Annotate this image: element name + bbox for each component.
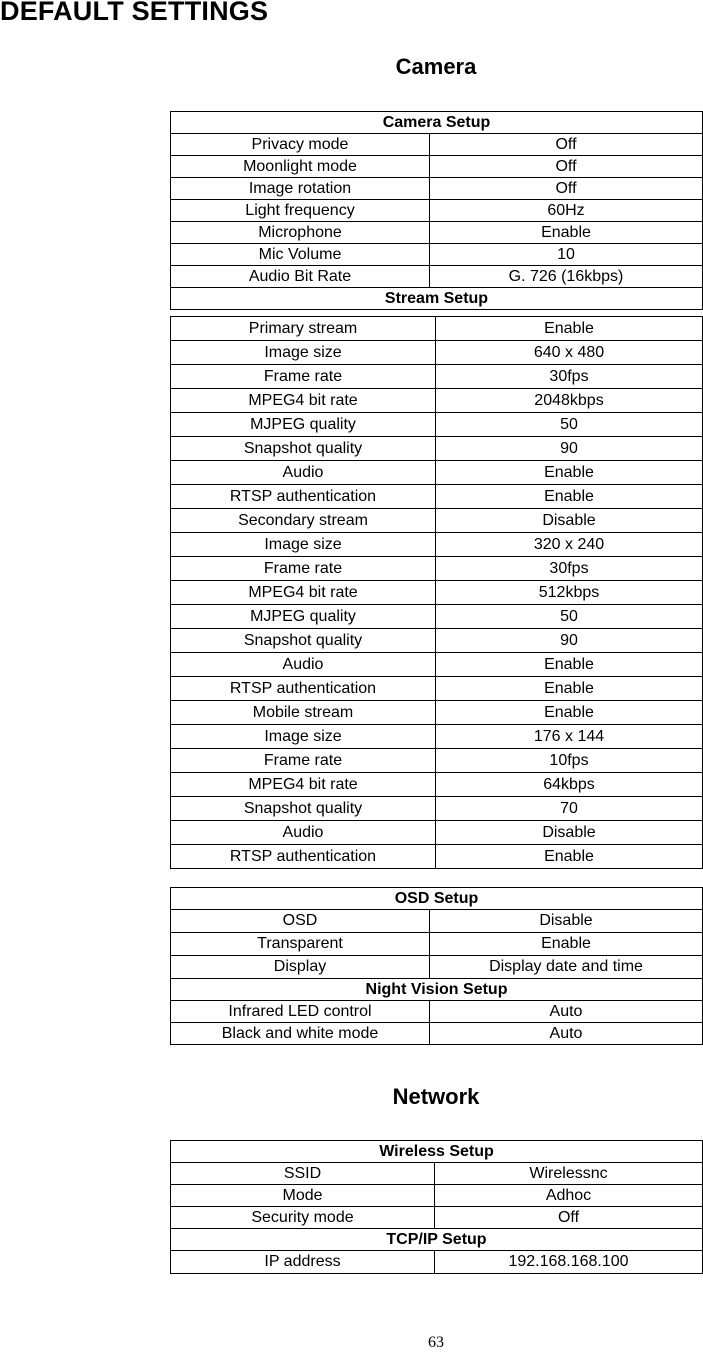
setting-label: Mic Volume (171, 244, 430, 266)
setting-value: Off (430, 134, 703, 156)
setting-value: 50 (436, 413, 703, 437)
setting-value: 90 (436, 629, 703, 653)
setting-value: Enable (436, 677, 703, 701)
setting-value: Wirelessnc (435, 1163, 703, 1185)
setting-label: OSD (171, 910, 430, 933)
table-row (171, 156, 703, 178)
setting-value: Enable (436, 485, 703, 509)
setting-value: 30fps (436, 365, 703, 389)
table-row (171, 821, 703, 845)
table-row (171, 749, 703, 773)
osd-setup-header: OSD Setup (171, 888, 703, 910)
setting-value: Disable (430, 910, 703, 933)
setting-value: 64kbps (436, 773, 703, 797)
setting-label: MPEG4 bit rate (171, 773, 436, 797)
network-section-title: Network (392, 1084, 480, 1109)
setting-value: Enable (436, 845, 703, 869)
table-row (171, 1207, 703, 1229)
table-row (171, 389, 703, 413)
table-row (171, 797, 703, 821)
table-row (171, 461, 703, 485)
setting-value: Enable (430, 222, 703, 244)
table-row (171, 557, 703, 581)
osd-night-vision-table (170, 887, 703, 1045)
setting-value: 10 (430, 244, 703, 266)
setting-value: Auto (430, 1023, 703, 1045)
table-row (171, 1001, 703, 1023)
setting-label: RTSP authentication (171, 677, 436, 701)
table-row (171, 244, 703, 266)
setting-value: Adhoc (435, 1185, 703, 1207)
setting-label: Audio Bit Rate (171, 266, 430, 288)
table-row (171, 1251, 703, 1274)
setting-value: Display date and time (430, 956, 703, 979)
page-title: DEFAULT SETTINGS (0, 0, 269, 26)
table-row (171, 1163, 703, 1185)
setting-value: 90 (436, 437, 703, 461)
table-row (171, 222, 703, 244)
setting-value: Off (430, 178, 703, 200)
wireless-setup-header: Wireless Setup (171, 1141, 703, 1163)
table-row (171, 266, 703, 288)
setting-value: 192.168.168.100 (435, 1251, 703, 1274)
setting-label: Image size (171, 341, 436, 365)
setting-label: Infrared LED control (171, 1001, 430, 1023)
setting-label: Black and white mode (171, 1023, 430, 1045)
setting-label: Mobile stream (171, 701, 436, 725)
setting-value: Off (430, 156, 703, 178)
setting-value: Enable (436, 701, 703, 725)
setting-value: G. 726 (16kbps) (430, 266, 703, 288)
stream-setup-table (170, 316, 703, 869)
setting-label: Display (171, 956, 430, 979)
setting-label: Audio (171, 653, 436, 677)
table-row (171, 1185, 703, 1207)
page-number: 63 (428, 1334, 444, 1351)
setting-label: MPEG4 bit rate (171, 389, 436, 413)
setting-label: Snapshot quality (171, 797, 436, 821)
table-row (171, 533, 703, 557)
setting-label: Image rotation (171, 178, 430, 200)
camera-setup-table (170, 111, 703, 310)
setting-label: MPEG4 bit rate (171, 581, 436, 605)
table-row (171, 956, 703, 979)
setting-label: Frame rate (171, 557, 436, 581)
table-row (171, 200, 703, 222)
setting-value: 30fps (436, 557, 703, 581)
setting-label: Frame rate (171, 365, 436, 389)
table-row (171, 629, 703, 653)
camera-setup-header: Camera Setup (171, 112, 703, 134)
setting-label: Image size (171, 725, 436, 749)
setting-label: Moonlight mode (171, 156, 430, 178)
setting-value: 320 x 240 (436, 533, 703, 557)
setting-label: Audio (171, 461, 436, 485)
setting-label: Snapshot quality (171, 437, 436, 461)
stream-setup-header: Stream Setup (171, 288, 703, 310)
setting-value: 60Hz (430, 200, 703, 222)
table-row (171, 701, 703, 725)
network-setup-table (170, 1140, 703, 1274)
tcpip-setup-header: TCP/IP Setup (171, 1229, 703, 1251)
table-row (171, 653, 703, 677)
setting-label: IP address (171, 1251, 435, 1274)
setting-value: 50 (436, 605, 703, 629)
setting-value: Enable (436, 461, 703, 485)
night-vision-setup-header: Night Vision Setup (171, 979, 703, 1001)
setting-value: 2048kbps (436, 389, 703, 413)
table-row (171, 509, 703, 533)
setting-label: Microphone (171, 222, 430, 244)
table-row (171, 725, 703, 749)
table-row (171, 485, 703, 509)
setting-label: RTSP authentication (171, 485, 436, 509)
table-row (171, 773, 703, 797)
setting-value: 640 x 480 (436, 341, 703, 365)
setting-label: SSID (171, 1163, 435, 1185)
table-row (171, 365, 703, 389)
setting-value: 512kbps (436, 581, 703, 605)
camera-section-title: Camera (395, 54, 477, 79)
setting-label: Secondary stream (171, 509, 436, 533)
table-row (171, 1023, 703, 1045)
setting-label: Audio (171, 821, 436, 845)
setting-label: Light frequency (171, 200, 430, 222)
table-row (171, 933, 703, 956)
setting-label: Transparent (171, 933, 430, 956)
table-row (171, 845, 703, 869)
table-row (171, 677, 703, 701)
setting-label: Snapshot quality (171, 629, 436, 653)
setting-value: Enable (430, 933, 703, 956)
setting-label: Privacy mode (171, 134, 430, 156)
setting-label: Mode (171, 1185, 435, 1207)
setting-value: 70 (436, 797, 703, 821)
table-row (171, 178, 703, 200)
table-row (171, 413, 703, 437)
table-row (171, 437, 703, 461)
setting-value: Auto (430, 1001, 703, 1023)
setting-value: Off (435, 1207, 703, 1229)
setting-value: 10fps (436, 749, 703, 773)
setting-label: Security mode (171, 1207, 435, 1229)
setting-value: Disable (436, 509, 703, 533)
table-row (171, 581, 703, 605)
setting-label: MJPEG quality (171, 413, 436, 437)
table-row (171, 341, 703, 365)
table-row (171, 317, 703, 341)
setting-value: 176 x 144 (436, 725, 703, 749)
setting-label: RTSP authentication (171, 845, 436, 869)
setting-value: Enable (436, 317, 703, 341)
setting-value: Enable (436, 653, 703, 677)
setting-label: Frame rate (171, 749, 436, 773)
setting-label: Image size (171, 533, 436, 557)
table-row (171, 605, 703, 629)
setting-label: Primary stream (171, 317, 436, 341)
table-row (171, 134, 703, 156)
table-row (171, 910, 703, 933)
setting-value: Disable (436, 821, 703, 845)
setting-label: MJPEG quality (171, 605, 436, 629)
